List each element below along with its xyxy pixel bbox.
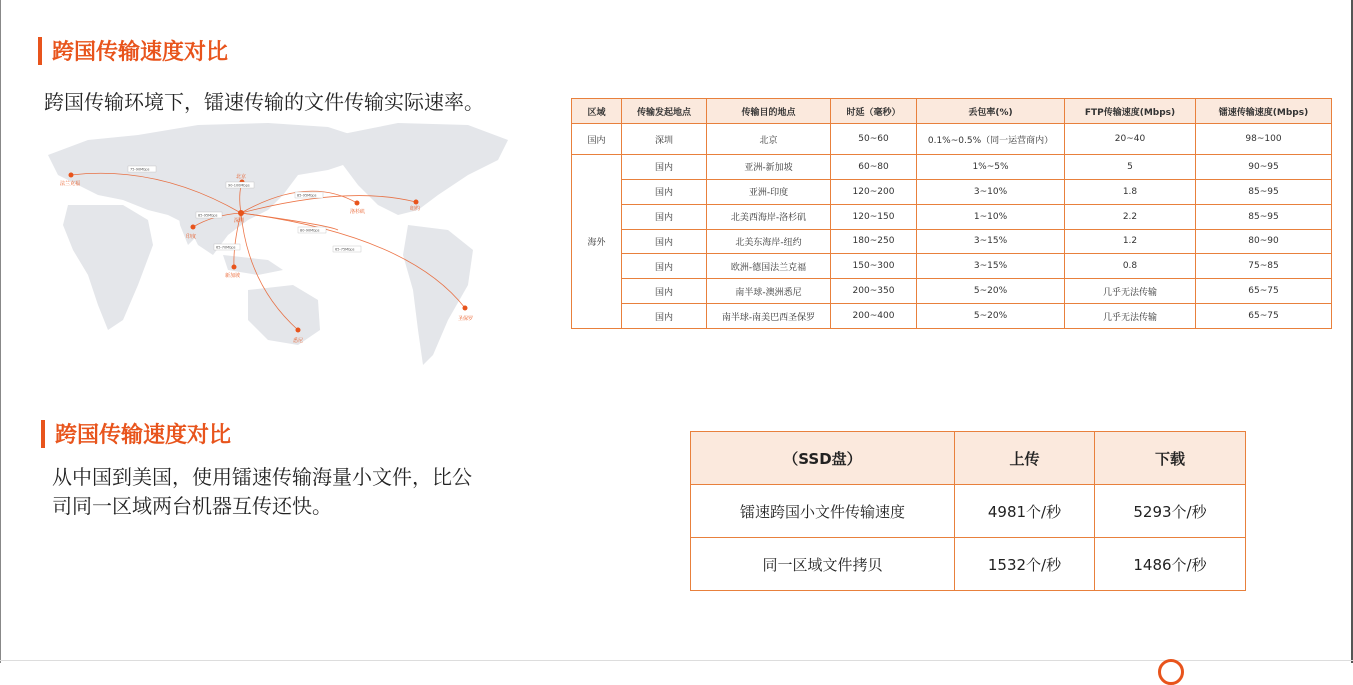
table-cell: 65~75 <box>1196 304 1332 329</box>
table-cell: 3~10% <box>917 179 1065 204</box>
header-cell: 下载 <box>1095 432 1246 485</box>
section2-subtitle <box>52 463 472 521</box>
table-cell: 国内 <box>622 229 707 254</box>
section2-title-text: 跨国传输速度对比 <box>55 423 232 448</box>
table-cell: 3~15% <box>917 254 1065 279</box>
header-cell: 传输发起地点 <box>622 99 707 124</box>
table-cell: 90~95 <box>1196 155 1332 180</box>
table-cell: 深圳 <box>622 124 707 155</box>
section2-subtitle-line1: 从中国到美国，使用镭速传输海量小文件，比公 <box>52 465 472 489</box>
city-label-india: 印度 <box>186 234 197 240</box>
table-cell: 北美东海岸-纽约 <box>707 229 831 254</box>
header-cell: 丢包率(%) <box>917 99 1065 124</box>
header-cell: FTP传输速度(Mbps) <box>1065 99 1196 124</box>
region-cell: 海外 <box>572 155 622 329</box>
city-dot-shenzhen <box>238 210 244 216</box>
table-cell: 欧洲-德国法兰克福 <box>707 254 831 279</box>
table-cell: 85~95 <box>1196 204 1332 229</box>
title-accent-bar <box>41 420 45 448</box>
table-row <box>691 485 1246 538</box>
section2-subtitle-line2: 司同一区域两台机器互传还快。 <box>52 494 332 518</box>
table-cell: 75~85 <box>1196 254 1332 279</box>
table-row <box>572 279 1332 304</box>
city-label-losangeles: 洛杉矶 <box>350 209 366 215</box>
speed-tag-newyork: 80-90Mbps <box>300 228 320 233</box>
section2-title <box>41 418 231 449</box>
ssd-comparison-table <box>690 431 1246 591</box>
speed-tag-losangeles: 85-95Mbps <box>297 193 317 198</box>
table-row <box>572 155 1332 180</box>
table-cell: 200~400 <box>831 304 917 329</box>
table-cell: 3~15% <box>917 229 1065 254</box>
table-cell: 1486个/秒 <box>1095 538 1246 591</box>
map-land <box>48 123 508 365</box>
table-cell: 国内 <box>622 254 707 279</box>
table-cell: 几乎无法传输 <box>1065 304 1196 329</box>
section1-title-text: 跨国传输速度对比 <box>52 40 229 65</box>
table-cell: 120~200 <box>831 179 917 204</box>
speed-tag-beijing: 90-100Mbps <box>228 183 250 188</box>
table-header-row <box>691 432 1246 485</box>
table-cell: 几乎无法传输 <box>1065 279 1196 304</box>
table-cell: 国内 <box>622 179 707 204</box>
table-cell: 150~300 <box>831 254 917 279</box>
speed-tag-frankfurt: 75-90Mbps <box>130 167 150 172</box>
table-cell: 1532个/秒 <box>955 538 1095 591</box>
table-row <box>572 204 1332 229</box>
table-cell: 5 <box>1065 155 1196 180</box>
table-cell: 4981个/秒 <box>955 485 1095 538</box>
city-dot-india <box>191 225 196 230</box>
table-row <box>572 304 1332 329</box>
table-cell: 120~150 <box>831 204 917 229</box>
header-cell: 区域 <box>572 99 622 124</box>
city-label-frankfurt: 法兰克福 <box>60 181 81 187</box>
bottom-divider <box>0 660 1353 661</box>
table-cell: 80~90 <box>1196 229 1332 254</box>
table-cell: 国内 <box>622 204 707 229</box>
city-label-saopaulo: 圣保罗 <box>458 316 474 322</box>
table-header-row <box>572 99 1332 124</box>
table-cell: 180~250 <box>831 229 917 254</box>
table-cell: 0.1%~0.5%（同一运营商内） <box>917 124 1065 155</box>
city-label-beijing: 北京 <box>236 174 247 180</box>
table-cell: 北京 <box>707 124 831 155</box>
speed-tag-saopaulo: 65-75Mbps <box>335 247 355 252</box>
section1-title <box>38 35 228 66</box>
table-cell: 0.8 <box>1065 254 1196 279</box>
table-cell: 60~80 <box>831 155 917 180</box>
section1-subtitle: 跨国传输环境下，镭速传输的文件传输实际速率。 <box>44 90 484 114</box>
table-row <box>572 124 1332 155</box>
table-cell: 5293个/秒 <box>1095 485 1246 538</box>
table-cell: 亚洲-印度 <box>707 179 831 204</box>
speed-tag-singapore: 65-70Mbps <box>216 245 236 250</box>
table-cell: 亚洲-新加坡 <box>707 155 831 180</box>
header-cell: 时延（毫秒） <box>831 99 917 124</box>
table-cell: 国内 <box>622 304 707 329</box>
city-dot-frankfurt <box>69 173 74 178</box>
table-cell: 5~20% <box>917 304 1065 329</box>
table-cell: 同一区域文件拷贝 <box>691 538 955 591</box>
city-label-shenzhen: 深圳 <box>234 218 245 224</box>
city-label-newyork: 纽约 <box>410 206 421 212</box>
table-cell: 20~40 <box>1065 124 1196 155</box>
header-cell: （SSD盘） <box>691 432 955 485</box>
city-dot-singapore <box>232 265 237 270</box>
table-row <box>572 179 1332 204</box>
table-cell: 65~75 <box>1196 279 1332 304</box>
city-dot-newyork <box>414 200 419 205</box>
city-dot-sydney <box>296 328 301 333</box>
city-dot-saopaulo <box>463 306 468 311</box>
table-row <box>572 254 1332 279</box>
header-cell: 镭速传输速度(Mbps) <box>1196 99 1332 124</box>
speed-comparison-table <box>571 98 1332 329</box>
table-row <box>691 538 1246 591</box>
table-cell: 南半球-南美巴西圣保罗 <box>707 304 831 329</box>
table-cell: 北美西海岸-洛杉矶 <box>707 204 831 229</box>
city-label-sydney: 悉尼 <box>293 338 304 344</box>
frame-left-edge <box>0 0 1 663</box>
table-cell: 1~10% <box>917 204 1065 229</box>
table-cell: 5~20% <box>917 279 1065 304</box>
header-cell: 传输目的地点 <box>707 99 831 124</box>
table-cell: 2.2 <box>1065 204 1196 229</box>
city-label-singapore: 新加坡 <box>225 273 241 279</box>
table-cell: 1.2 <box>1065 229 1196 254</box>
table-cell: 1.8 <box>1065 179 1196 204</box>
table-cell: 国内 <box>622 279 707 304</box>
table-cell: 1%~5% <box>917 155 1065 180</box>
table-cell: 国内 <box>622 155 707 180</box>
table-row <box>572 229 1332 254</box>
region-cell: 国内 <box>572 124 622 155</box>
world-map <box>28 115 538 383</box>
header-cell: 上传 <box>955 432 1095 485</box>
table-cell: 南半球-澳洲悉尼 <box>707 279 831 304</box>
table-cell: 200~350 <box>831 279 917 304</box>
table-cell: 98~100 <box>1196 124 1332 155</box>
title-accent-bar <box>38 37 42 65</box>
table-cell: 85~95 <box>1196 179 1332 204</box>
table-cell: 50~60 <box>831 124 917 155</box>
speed-tag-india: 85-95Mbps <box>198 213 218 218</box>
city-dot-losangeles <box>355 201 360 206</box>
table-cell: 镭速跨国小文件传输速度 <box>691 485 955 538</box>
